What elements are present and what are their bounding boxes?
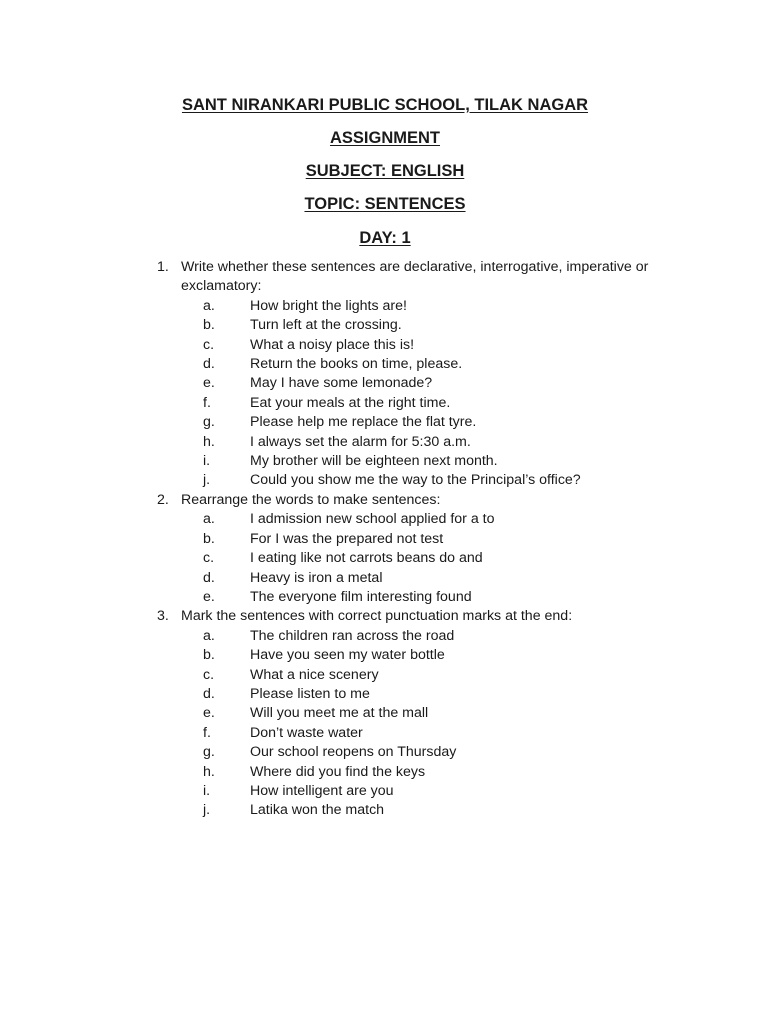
item-text: Could you show me the way to the Principal’s office? [250, 472, 581, 489]
list-item [205, 763, 717, 782]
item-letter: f. [203, 394, 211, 411]
item-text: Where did you find the keys [250, 763, 426, 780]
question-text: Rearrange the words to make sentences: [181, 491, 441, 508]
item-letter: i. [203, 453, 211, 470]
list-item [205, 569, 717, 588]
item-letter: e. [203, 588, 215, 605]
item-letter: b. [203, 530, 215, 547]
question-2 [157, 491, 717, 607]
question-list [157, 258, 717, 821]
item-text: Return the books on time, please. [250, 356, 463, 373]
item-letter: c. [203, 666, 215, 683]
item-letter: d. [203, 569, 215, 586]
item-letter: d. [203, 356, 215, 373]
assignment-heading: ASSIGNMENT [329, 129, 440, 147]
list-item [205, 627, 717, 646]
list-item [205, 782, 717, 801]
list-item [205, 413, 717, 432]
item-text: Heavy is iron a metal [250, 569, 383, 586]
item-text: I always set the alarm for 5:30 a.m. [250, 433, 471, 450]
question-3-items [181, 627, 717, 821]
list-item [205, 724, 717, 743]
list-item [205, 355, 717, 374]
list-item [205, 336, 717, 355]
list-item [205, 685, 717, 704]
subject-heading: SUBJECT: ENGLISH [305, 162, 465, 180]
question-text: Write whether these sentences are declarative, interrogative, imperative or exclamatory: [181, 259, 649, 295]
item-letter: a. [203, 511, 215, 528]
day-heading: DAY: 1 [359, 229, 411, 247]
item-text: My brother will be eighteen next month. [250, 453, 498, 470]
item-text: I eating like not carrots beans do and [250, 550, 483, 567]
item-letter: f. [203, 724, 211, 741]
item-text: Eat your meals at the right time. [250, 394, 451, 411]
list-item [205, 646, 717, 665]
list-item [205, 801, 717, 820]
question-1 [157, 258, 717, 491]
topic-heading: TOPIC: SENTENCES [304, 195, 466, 213]
item-text: How bright the lights are! [250, 297, 407, 314]
item-text: Will you meet me at the mall [250, 705, 429, 722]
list-item [205, 433, 717, 452]
list-item [205, 297, 717, 316]
question-number: 3. [157, 608, 169, 625]
item-letter: b. [203, 647, 215, 664]
item-letter: e. [203, 705, 215, 722]
list-item [205, 510, 717, 529]
question-text: Mark the sentences with correct punctuation marks at the end: [181, 608, 573, 625]
item-text: Please help me replace the flat tyre. [250, 414, 477, 431]
list-item [205, 316, 717, 335]
question-2-items [181, 510, 717, 607]
item-text: Turn left at the crossing. [250, 317, 402, 334]
item-letter: c. [203, 550, 215, 567]
item-letter: g. [203, 744, 215, 761]
item-text: Please listen to me [250, 685, 370, 702]
item-letter: h. [203, 433, 215, 450]
item-text: May I have some lemonade? [250, 375, 433, 392]
item-text: The children ran across the road [250, 627, 455, 644]
item-letter: c. [203, 336, 215, 353]
item-text: What a noisy place this is! [250, 336, 415, 353]
list-item [205, 743, 717, 762]
list-item [205, 530, 717, 549]
list-item [205, 374, 717, 393]
question-number: 2. [157, 491, 169, 508]
item-text: Our school reopens on Thursday [250, 744, 457, 761]
item-letter: d. [203, 685, 215, 702]
item-text: Don’t waste water [250, 724, 363, 741]
list-item [205, 394, 717, 413]
item-text: The everyone film interesting found [250, 588, 472, 605]
list-item [205, 666, 717, 685]
item-text: What a nice scenery [250, 666, 379, 683]
item-letter: j. [203, 472, 211, 489]
item-letter: h. [203, 763, 215, 780]
item-text: For I was the prepared not test [250, 530, 444, 547]
question-3 [157, 607, 717, 820]
item-letter: a. [203, 297, 215, 314]
item-text: I admission new school applied for a to [250, 511, 495, 528]
list-item [205, 549, 717, 568]
item-text: Have you seen my water bottle [250, 647, 445, 664]
item-letter: e. [203, 375, 215, 392]
list-item [205, 588, 717, 607]
question-number: 1. [157, 259, 169, 275]
list-item [205, 704, 717, 723]
question-1-items [181, 297, 717, 491]
item-letter: g. [203, 414, 215, 431]
item-letter: j. [203, 802, 211, 819]
school-name-heading: SANT NIRANKARI PUBLIC SCHOOL, TILAK NAGAR [181, 96, 589, 114]
item-text: Latika won the match [250, 802, 385, 819]
item-letter: b. [203, 317, 215, 334]
list-item [205, 452, 717, 471]
item-letter: a. [203, 627, 215, 644]
item-text: How intelligent are you [250, 782, 394, 799]
list-item [205, 471, 717, 490]
item-letter: i. [203, 782, 211, 799]
